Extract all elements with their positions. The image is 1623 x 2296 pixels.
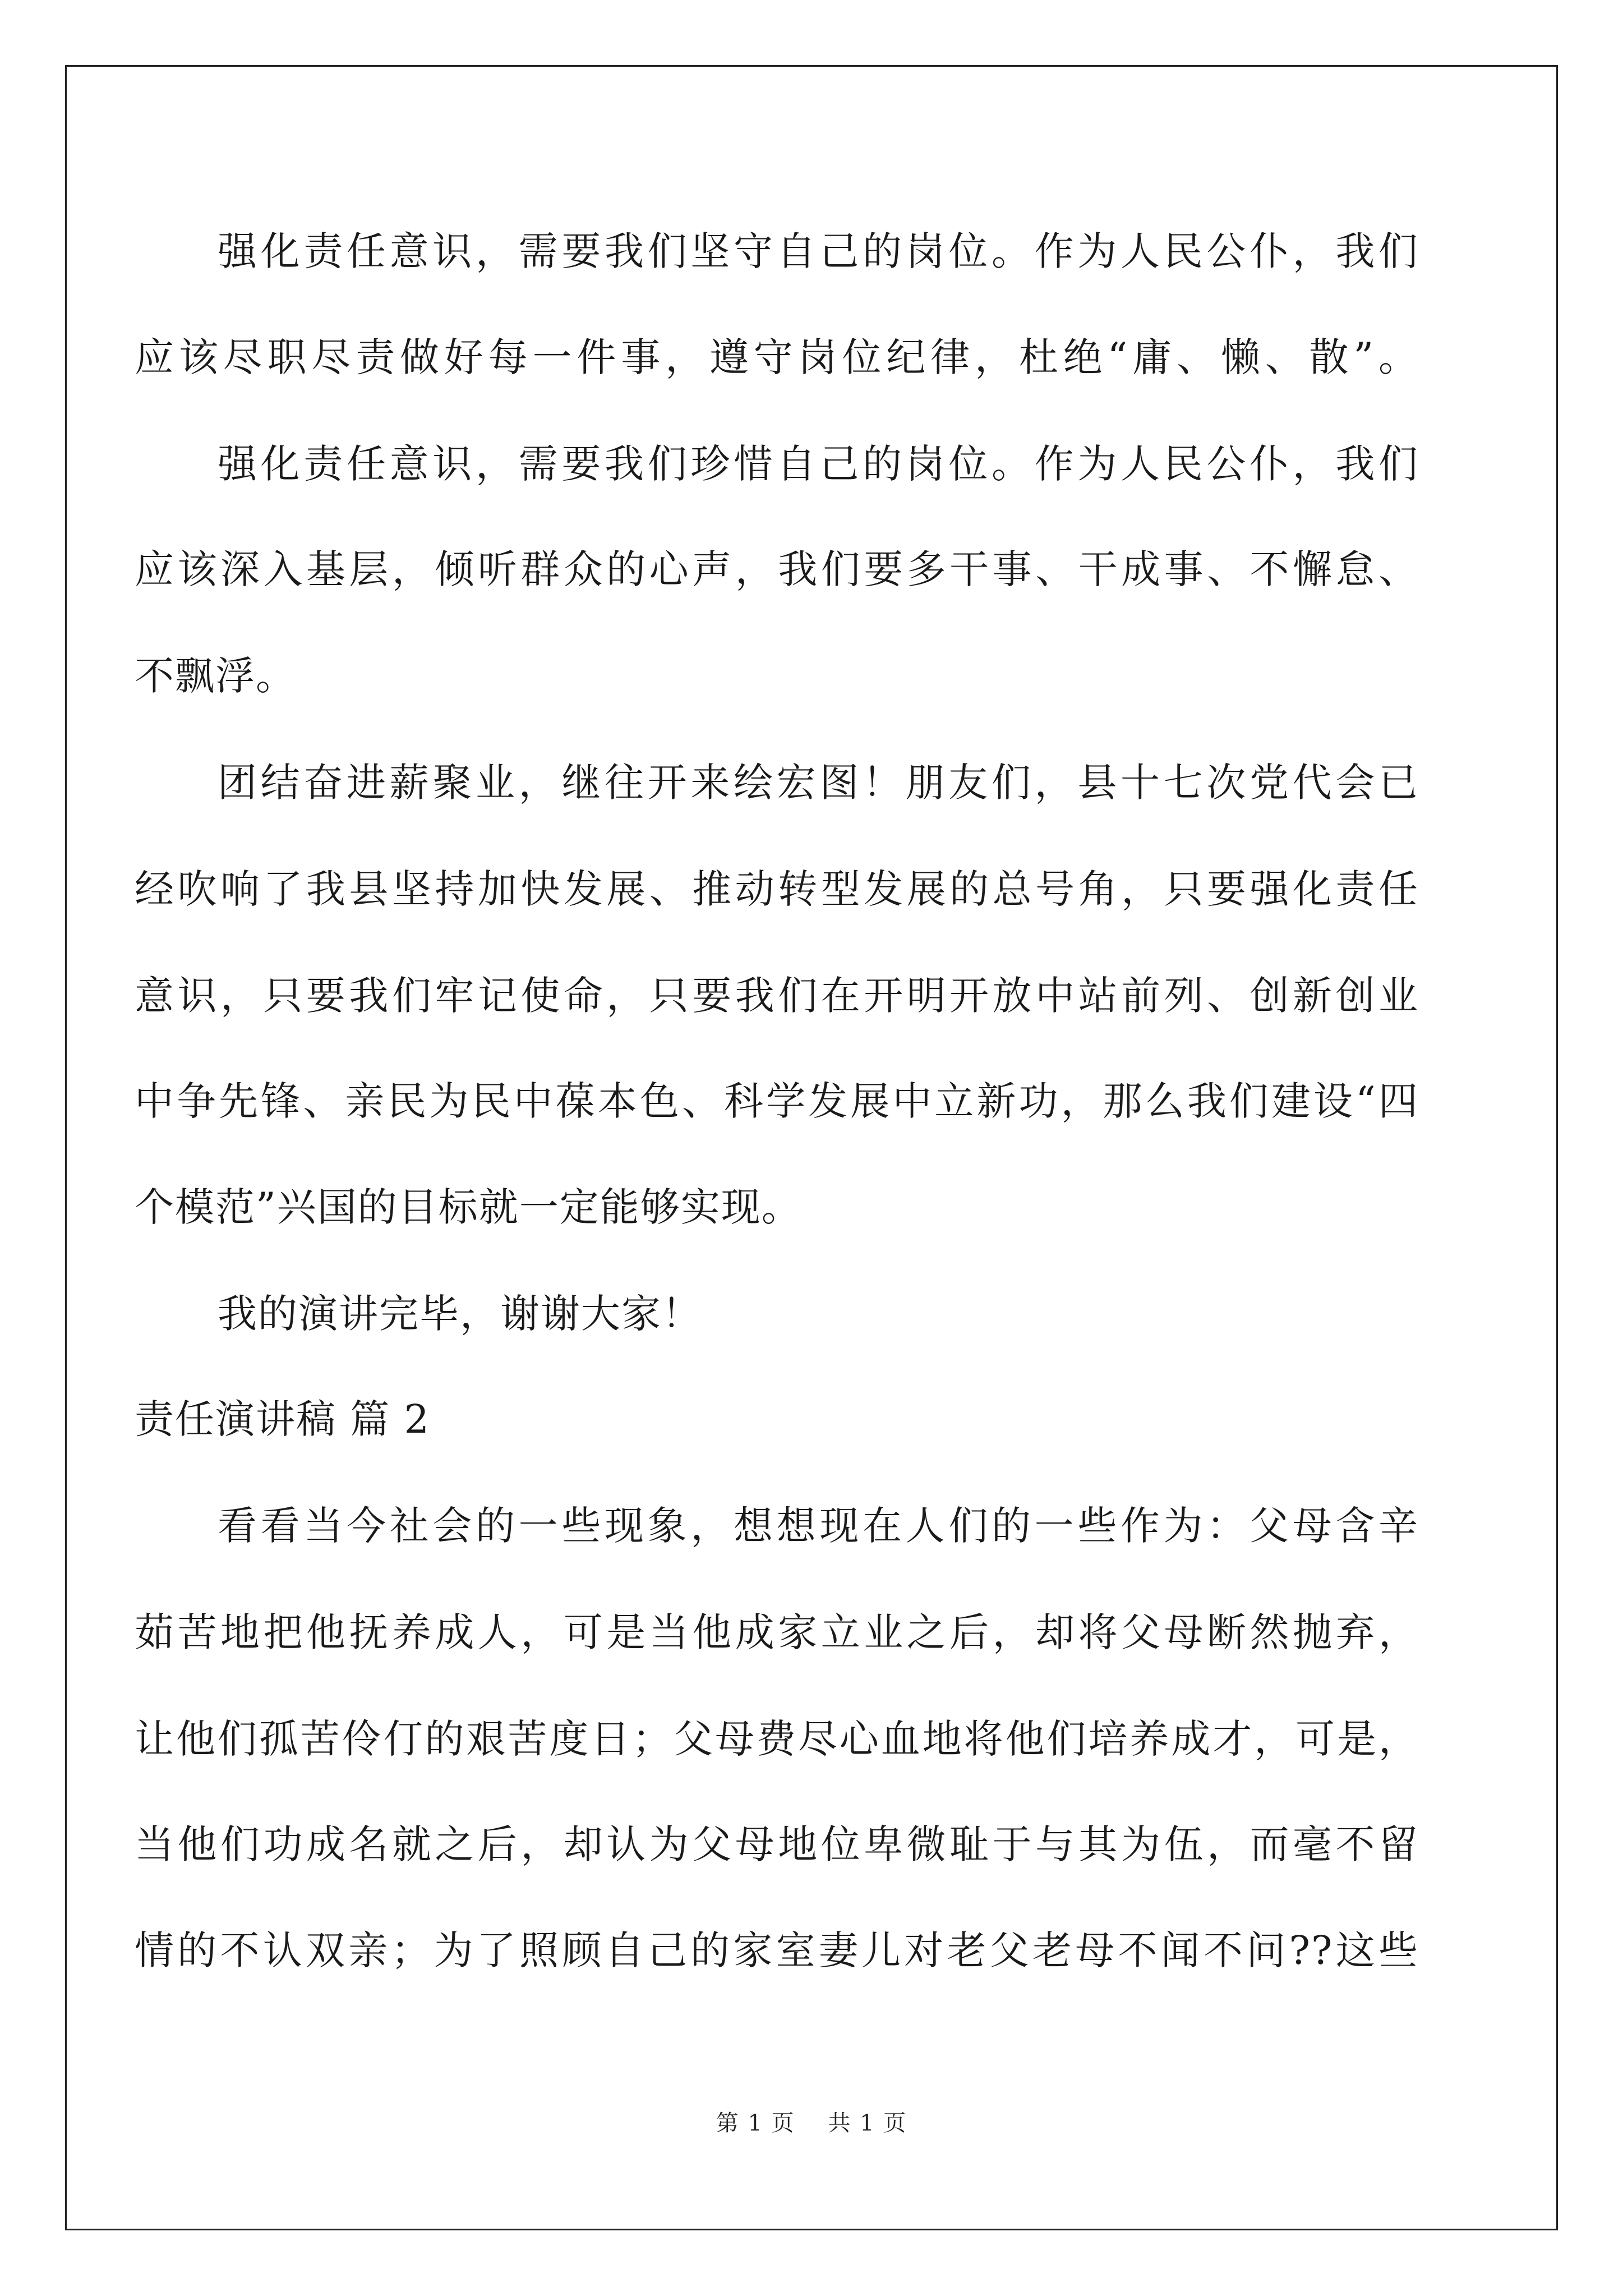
section-heading: 责任演讲稿 篇 2 xyxy=(135,1396,431,1442)
paragraph-line: 茹苦地把他抚养成人，可是当他成家立业之后，却将父母断然抛弃， xyxy=(135,1609,1419,1655)
paragraph-line: 意识，只要我们牢记使命，只要我们在开明开放中站前列、创新创业 xyxy=(135,973,1419,1019)
paragraph-line: 情的不认双亲；为了照顾自己的家室妻儿对老父老母不闻不问??这些 xyxy=(135,1927,1419,1973)
page-number: 第 1 页 xyxy=(716,2110,795,2136)
paragraph-line: 当他们功成名就之后，却认为父母地位卑微耻于与其为伍，而毫不留 xyxy=(135,1821,1419,1867)
paragraph-line: 让他们孤苦伶仃的艰苦度日；父母费尽心血地将他们培养成才，可是， xyxy=(135,1716,1419,1762)
page-total: 共 1 页 xyxy=(828,2110,907,2136)
paragraph-line: 强化责任意识，需要我们坚守自己的岗位。作为人民公仆，我们 xyxy=(218,228,1419,274)
paragraph-line: 不飘浮。 xyxy=(135,653,296,699)
page-border xyxy=(65,65,1558,2230)
paragraph-line: 团结奋进薪聚业，继往开来绘宏图！朋友们，县十七次党代会已 xyxy=(218,760,1419,806)
paragraph-line: 我的演讲完毕，谢谢大家！ xyxy=(218,1291,702,1337)
paragraph-line: 中争先锋、亲民为民中葆本色、科学发展中立新功，那么我们建设“四 xyxy=(135,1078,1419,1124)
paragraph-line: 应该尽职尽责做好每一件事，遵守岗位纪律，杜绝“庸、懒、散”。 xyxy=(135,334,1419,380)
paragraph-line: 个模范”兴国的目标就一定能够实现。 xyxy=(135,1184,802,1230)
page-footer xyxy=(0,2109,1623,2137)
paragraph-line: 应该深入基层，倾听群众的心声，我们要多干事、干成事、不懈怠、 xyxy=(135,546,1419,592)
paragraph-line: 看看当今社会的一些现象，想想现在人们的一些作为：父母含辛 xyxy=(218,1503,1419,1549)
paragraph-line: 经吹响了我县坚持加快发展、推动转型发展的总号角，只要强化责任 xyxy=(135,866,1419,912)
paragraph-line: 强化责任意识，需要我们珍惜自己的岗位。作为人民公仆，我们 xyxy=(218,441,1419,487)
